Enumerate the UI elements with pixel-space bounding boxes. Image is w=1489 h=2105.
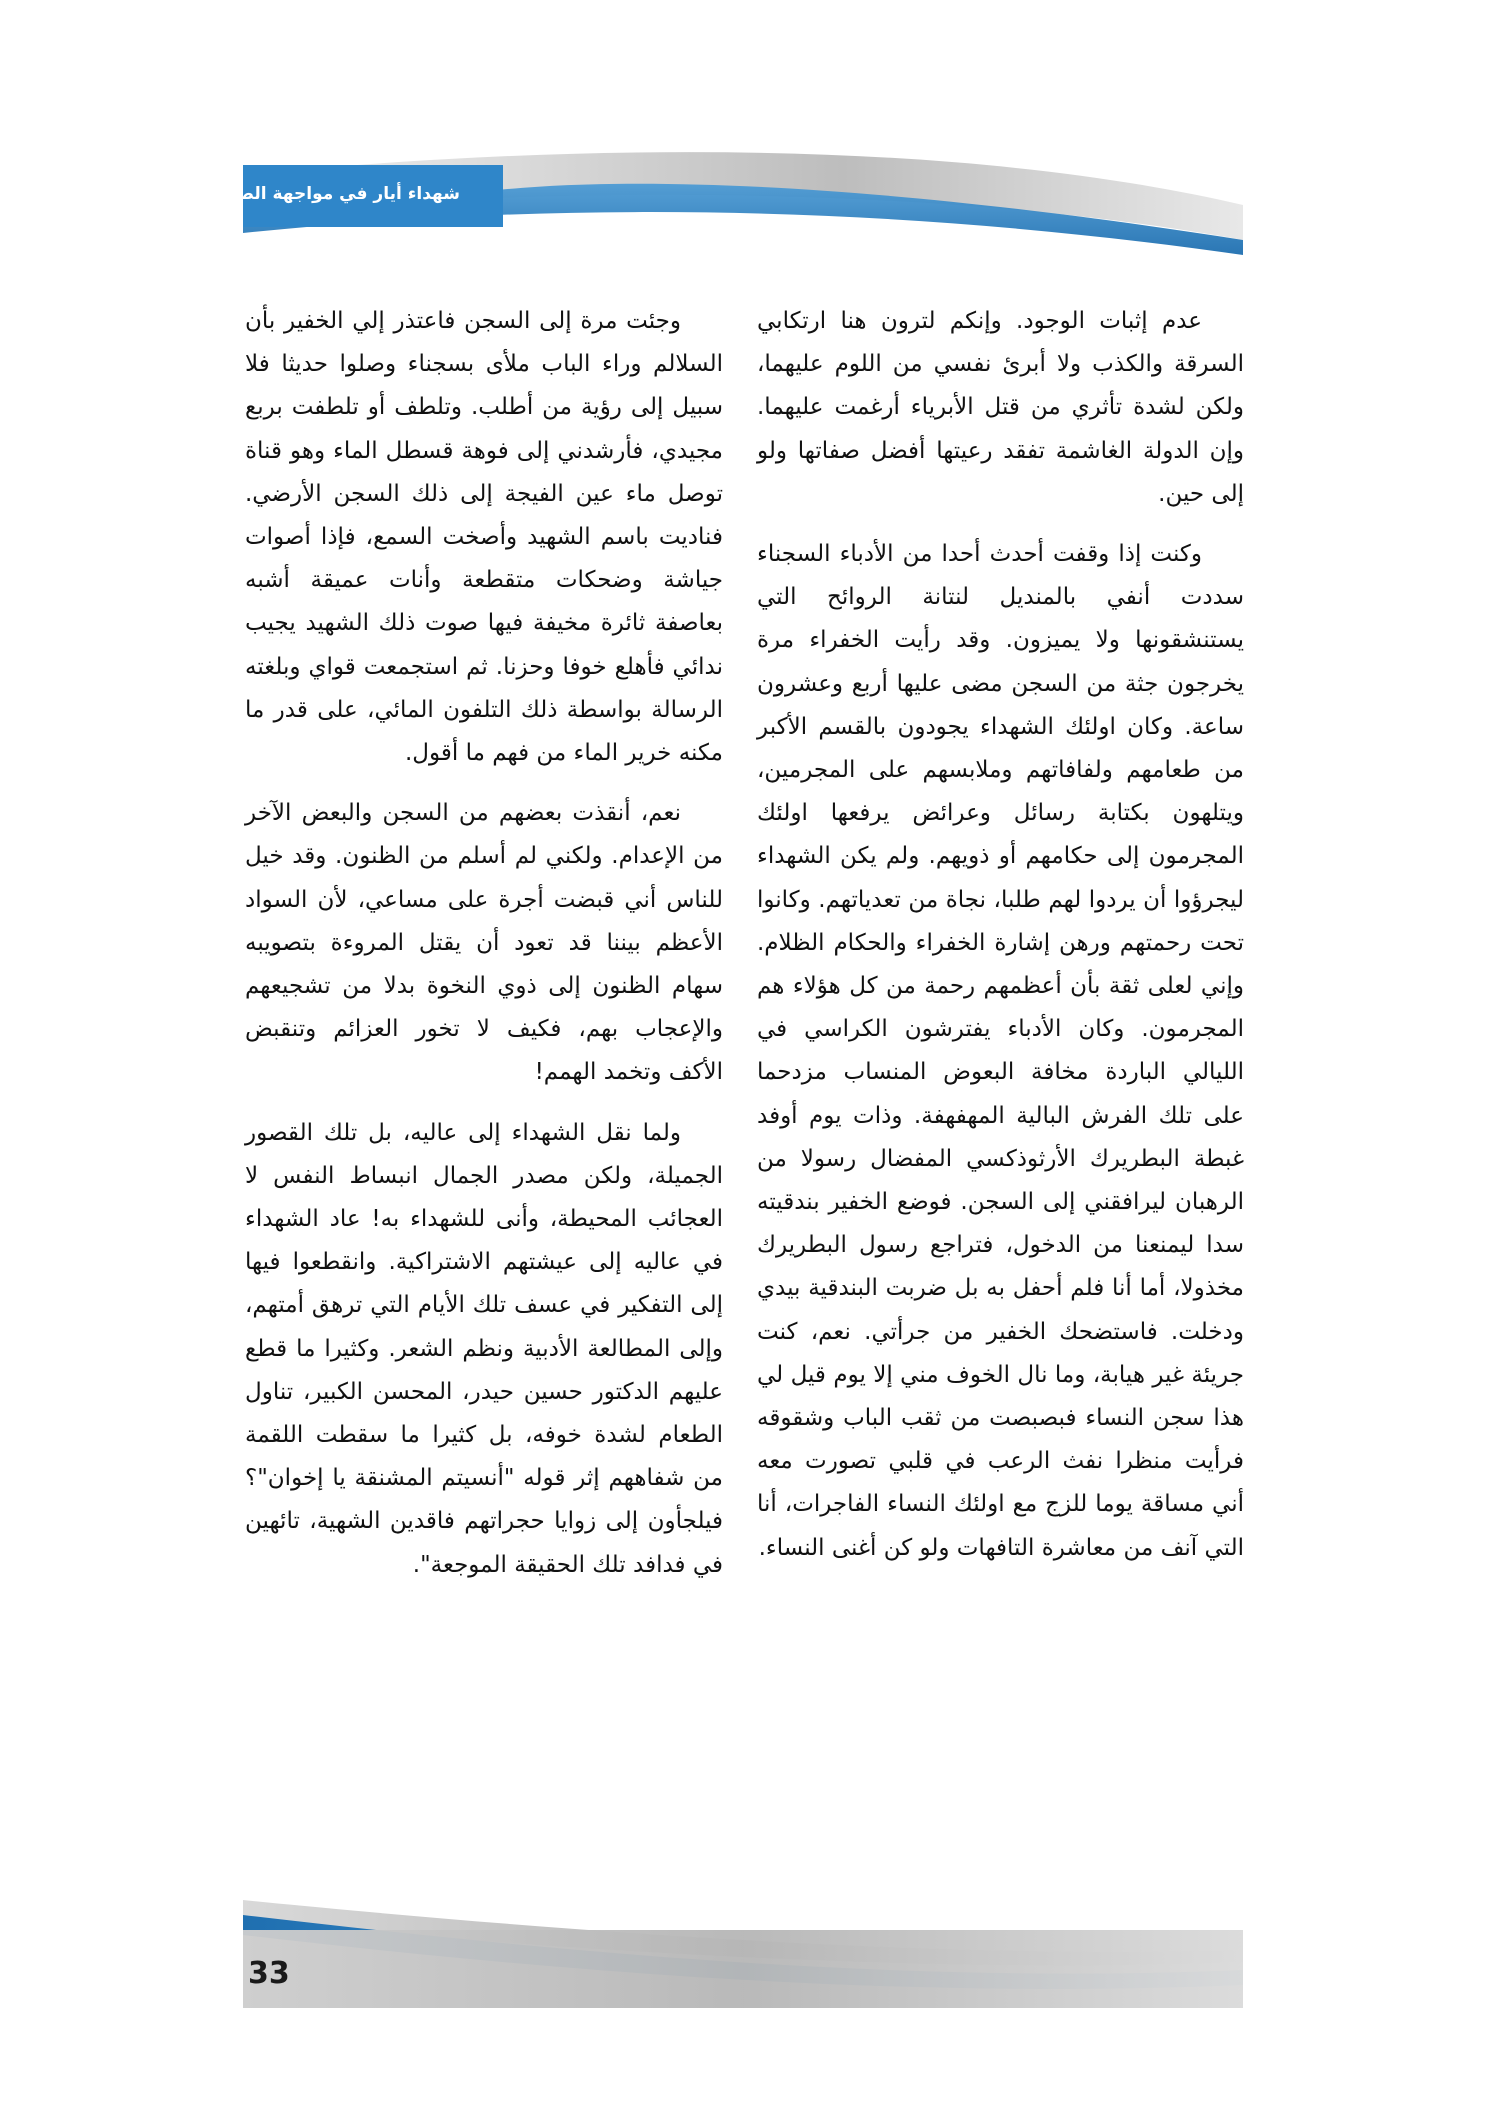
paragraph: وكنت إذا وقفت أحدث أحدا من الأدباء السجناء سددت أنفي بالمنديل لنتانة الروائح التي يستنشقونها ولا يميزون. وقد رأيت الخفراء مرة يخرجون جثة من السجن مضى عليها أربع وعشرون ساعة. وكان اولئك الشهداء يجودون بالقسم الأكبر من طعامهم ولفافاتهم وملابسهم على المجرمين، ويتلهون بكتابة رسائل وعرائض يرفعها اولئك المجرمون إلى حكامهم أو ذويهم. ولم يكن الشهداء ليجرؤوا أن يردوا لهم طلبا، نجاة من تعدياتهم. وكانوا تحت رحمتهم ورهن إشارة الخفراء والحكام الظلام. وإني لعلى ثقة بأن أعظمهم رحمة من كل هؤلاء هم المجرمون. وكان الأدباء يفترشون الكراسي في الليالي الباردة مخافة البعوض المنساب مزدحما على تلك الفرش البالية المهفهفة. وذات يوم أوفد غبطة البطريرك الأرثوذكسي المفضال رسولا من الرهبان ليرافقني إلى السجن. فوضع الخفير بندقيته سدا ليمنعنا من الدخول، فتراجع رسول البطريرك مخذولا، أما أنا فلم أحفل به بل ضربت البندقية بيدي ودخلت. فاستضحك الخفير من جرأتي. نعم، كنت جريئة غير هيابة، وما نال الخوف مني إلا يوم قيل لي هذا سجن النساء فبصبصت من ثقب الباب وشقوقه فرأيت منظرا نفث الرعب في قلبي تصورت معه أني مساقة يوما للزج مع اولئك النساء الفاجرات، أنا التي آنف من معاشرة التافهات ولو كن أغنى النساء. (757, 541, 1244, 1561)
paragraph: ولما نقل الشهداء إلى عاليه، بل تلك القصور الجميلة، ولكن مصدر الجمال انبساط النفس لا العجائب المحيطة، وأنى للشهداء به! عاد الشهداء في عاليه إلى عيشتهم الاشتراكية. وانقطعوا فيها إلى التفكير في عسف تلك الأيام التي ترهق أمتهم، وإلى المطالعة الأدبية ونظم الشعر. وكثيرا ما قطع عليهم الدكتور حسين حيدر، المحسن الكبير، تناول الطعام لشدة خوفه، بل كثيرا ما سقطت اللقمة من شفاههم إثر قوله "أنسيتم المشنقة يا إخوان"؟ فيلجأون إلى زوايا حجراتهم فاقدين الشهية، تائهين في فدافد تلك الحقيقة الموجعة". (245, 1119, 723, 1578)
running-header-title: شهداء أيار في مواجهة الصهيونية (185, 184, 460, 204)
paragraph: نعم، أنقذت بعضهم من السجن والبعض الآخر من الإعدام. ولكني لم أسلم من الظنون. وقد خيل للناس أني قبضت أجرة على مساعي، لأن السواد الأعظم بيننا قد تعود أن يقتل المروءة بتصويبه سهام الظنون إلى ذوي النخوة بدلا من تشجيعهم والإعجاب بهم، فكيف لا تخور العزائم وتنقبض الأكف وتخمد الهمم! (245, 800, 723, 1086)
page-number: 33 (248, 1956, 290, 1991)
paragraph: وجئت مرة إلى السجن فاعتذر إلي الخفير بأن السلالم وراء الباب ملأى بسجناء وصلوا حديثا فلا سبيل إلى رؤية من أطلب. وتلطف أو تلطفت بربع مجيدي، فأرشدني إلى فوهة قسطل الماء وهو قناة توصل ماء عين الفيجة إلى ذلك السجن الأرضي. فناديت باسم الشهيد وأصخت السمع، فإذا أصوات جياشة وضحكات متقطعة وأنات عميقة أشبه بعاصفة ثائرة مخيفة فيها صوت ذلك الشهيد يجيب ندائي فأهلع خوفا وحزنا. ثم استجمعت قواي وبلغته الرسالة بواسطة ذلك التلفون المائي، على قدر ما مكنه خرير الماء من فهم ما أقول. (245, 308, 723, 767)
text-column-right (757, 300, 1244, 1587)
footer-band (243, 1890, 1243, 2020)
paragraph: عدم إثبات الوجود. وإنكم لترون هنا ارتكابي السرقة والكذب ولا أبرئ نفسي من اللوم عليهما، ولكن لشدة تأثري من قتل الأبرياء أرغمت عليهما. وإن الدولة الغاشمة تفقد رعيتها أفضل صفاتها ولو إلى حين. (757, 308, 1244, 507)
text-column-left (245, 300, 723, 1604)
footer-band-graphic (243, 1890, 1243, 2020)
